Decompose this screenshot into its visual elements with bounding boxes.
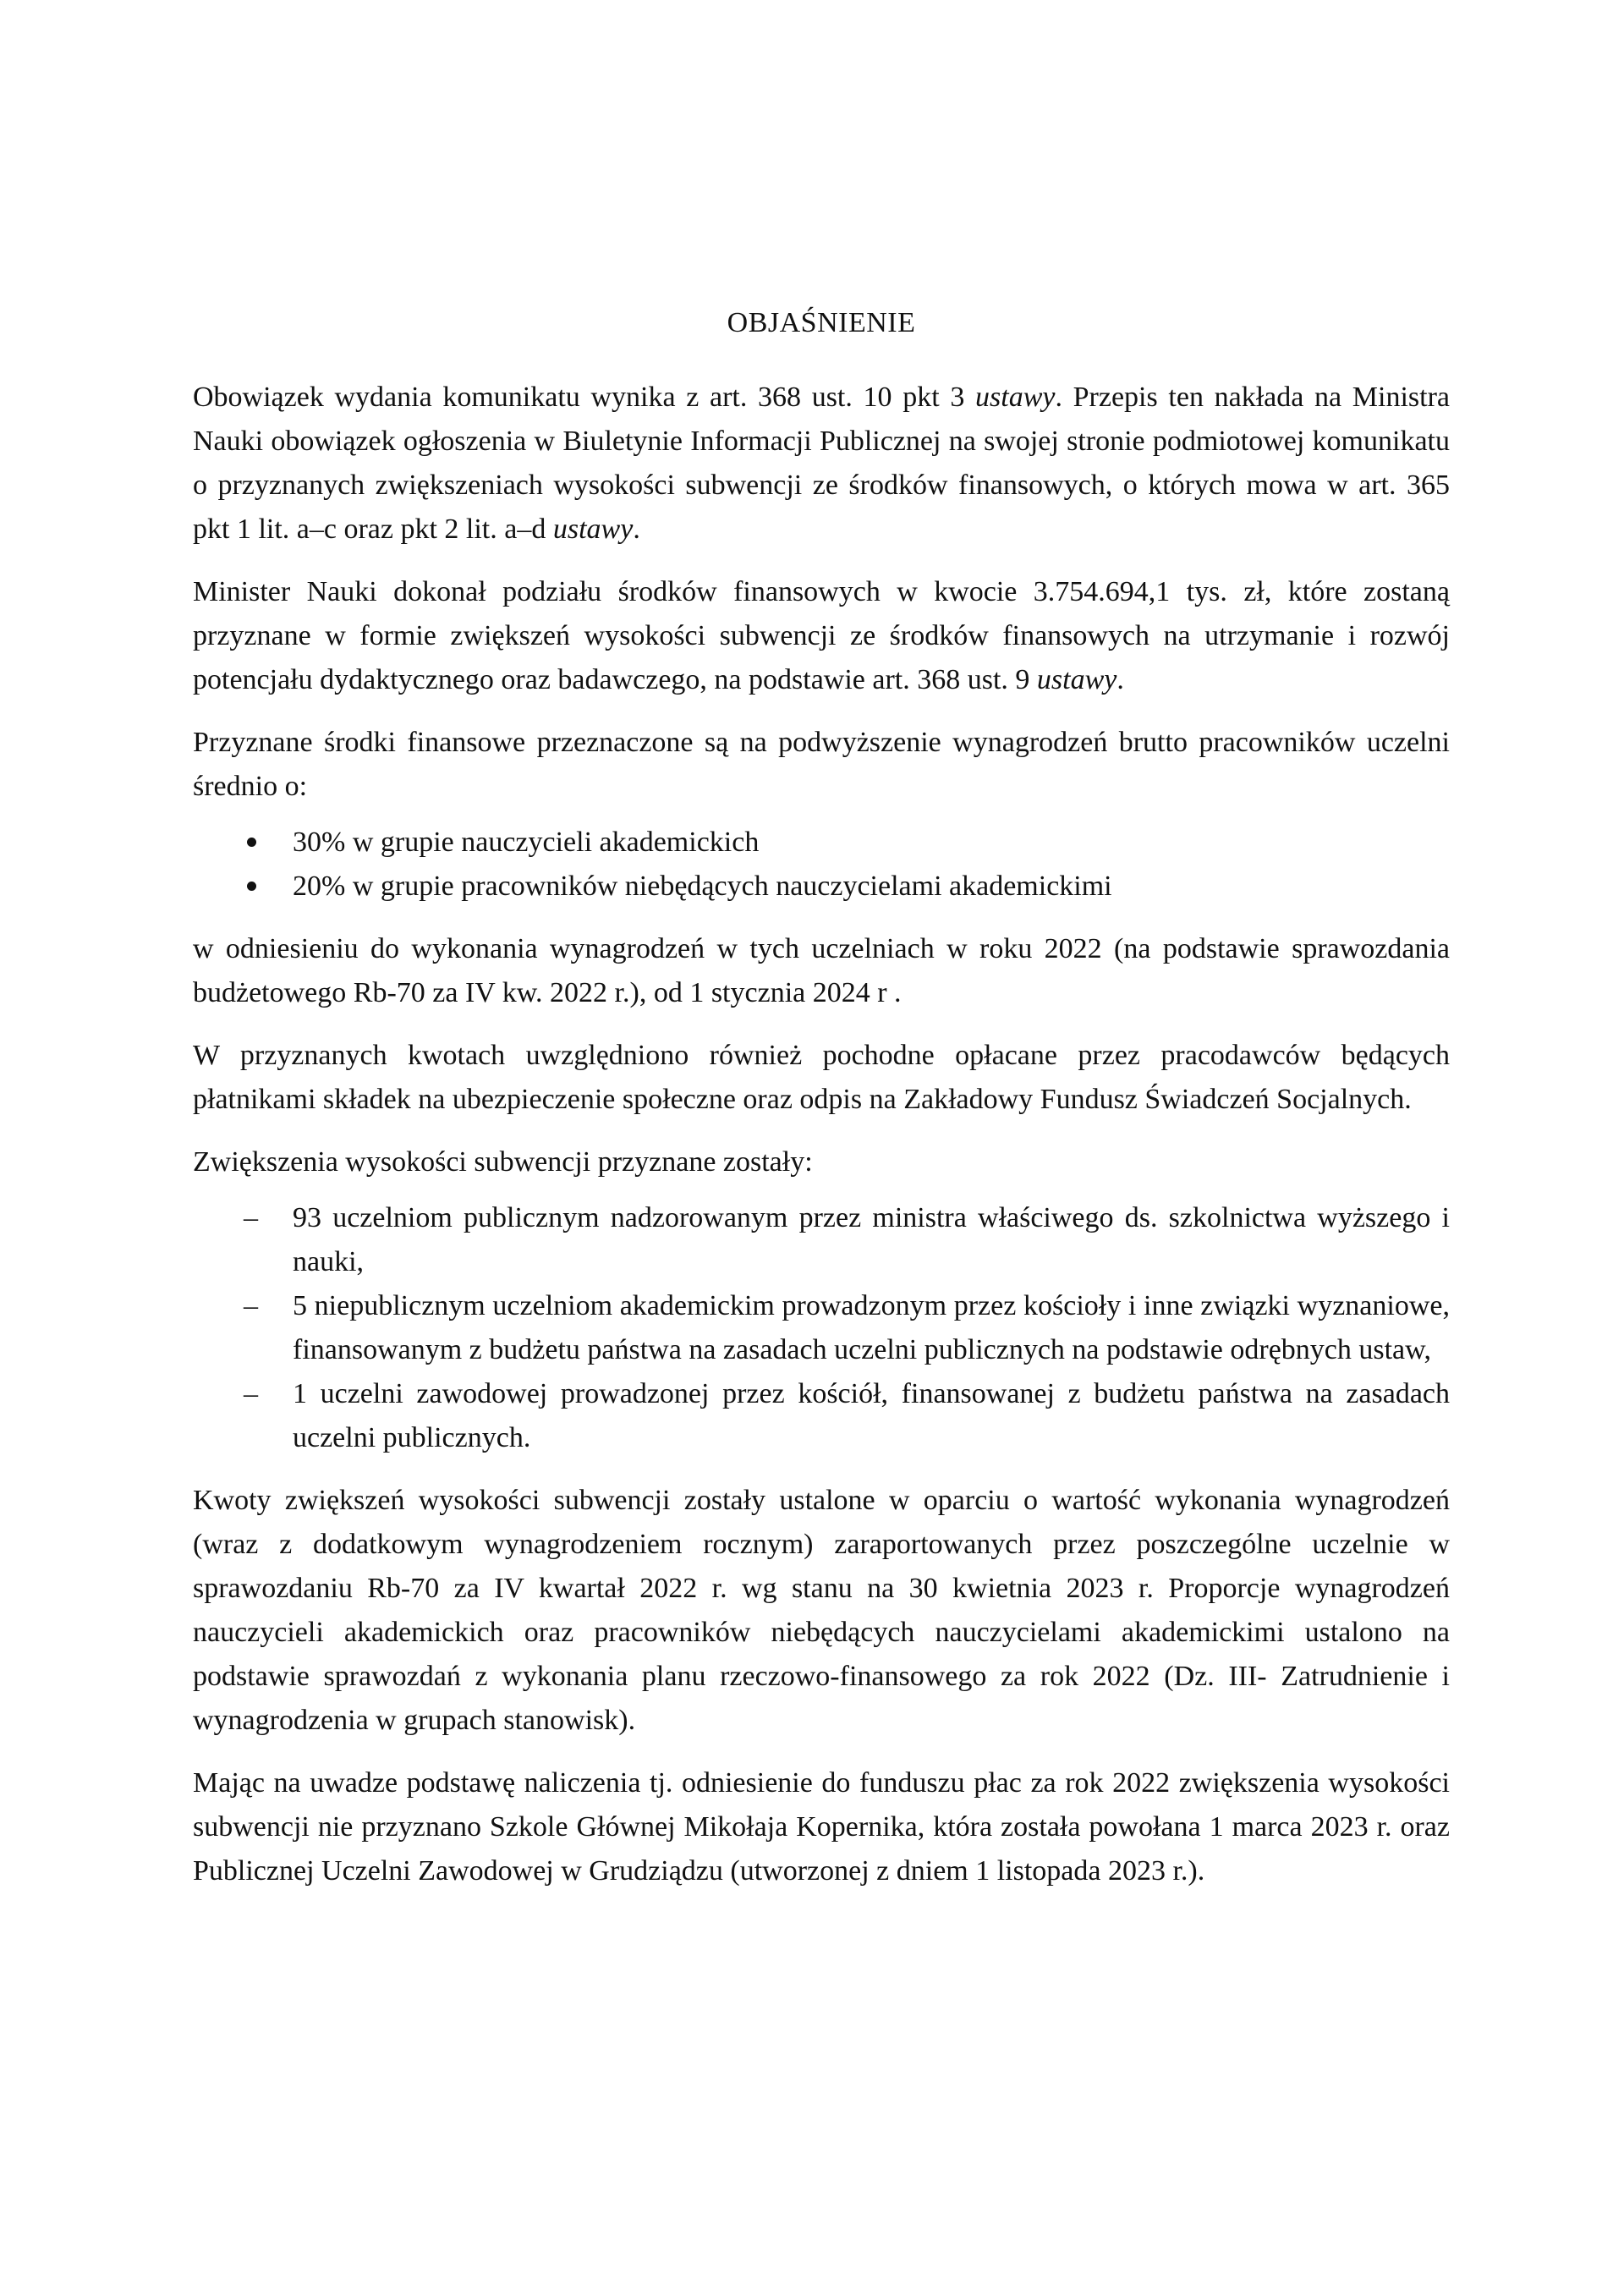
paragraph-funds-amount: [193, 570, 1450, 702]
italic-ustawy: ustawy: [552, 514, 634, 545]
text-segment: .: [1116, 664, 1124, 695]
dash-icon: –: [244, 1290, 258, 1321]
paragraph-calculation-basis: Kwoty zwiększeń wysokości subwencji zostały ustalone w oparciu o wartość wykonania wynagrodzeń (wraz z dodatkowym wynagrodzeniem rocznym) zaraportowanych przez poszczególne uczelnie w sprawozdaniu Rb-70 za IV kwartał 2022 r. wg stanu na 30 kwietnia 2023 r. Proporcje wynagrodzeń nauczycieli akademickich oraz pracowników niebędących nauczycielami akademickimi ustalono na podstawie sprawozdań z wykonania planu rzeczowo-finansowego za rok 2022 (Dz. III- Zatrudnienie i wynagrodzenia w grupach stanowisk).: [193, 1485, 1450, 1736]
dash-list: [193, 1196, 1450, 1460]
bullet-icon: [247, 882, 256, 891]
list-item-text: 30% w grupie nauczycieli akademickich: [293, 827, 760, 858]
list-item-text: 20% w grupie pracowników niebędących nauczycielami akademickimi: [293, 871, 1112, 902]
text-segment: Minister Nauki dokonał podziału środków finansowych w kwocie 3.754.694,1 tys. zł, które zostaną przyznane w formie zwiększeń wysokości subwencji ze środków finansowych na utrzymanie i rozwój potencjału dydaktycznego oraz badawczego, na podstawie art. 368 ust. 9: [193, 576, 1450, 695]
text-segment: Obowiązek wydania komunikatu wynika z art. 368 ust. 10 pkt 3: [193, 382, 976, 413]
italic-ustawy: ustawy: [1036, 664, 1117, 695]
bullet-icon: [247, 838, 256, 847]
text-segment: . Przepis ten nakłada na Ministra Nauki obowiązek ogłoszenia w Biuletynie Informacji Publicznej na swojej stronie podmiotowej komunikatu o przyznanych zwiększeniach wysokości subwencji ze środków finansowych, o których mowa w art. 365 pkt 1 lit. a–c oraz pkt 2 lit. a–d: [193, 382, 1450, 545]
paragraph-recipients-intro: Zwiększenia wysokości subwencji przyznane zostały:: [193, 1146, 813, 1178]
list-item-text: 1 uczelni zawodowej prowadzonej przez kościół, finansowanej z budżetu państwa na zasadach uczelni publicznych.: [293, 1378, 1450, 1453]
paragraph-reference-period: w odniesieniu do wykonania wynagrodzeń w tych uczelniach w roku 2022 (na podstawie sprawozdania budżetowego Rb-70 za IV kw. 2022 r.), od 1 stycznia 2024 r .: [193, 933, 1450, 1008]
list-item: [193, 1196, 1450, 1284]
paragraph-contributions: W przyznanych kwotach uwzględniono również pochodne opłacane przez pracodawców będących płatnikami składek na ubezpieczenie społeczne oraz odpis na Zakładowy Fundusz Świadczeń Socjalnych.: [193, 1040, 1450, 1115]
paragraph-salary-increase: Przyznane środki finansowe przeznaczone są na podwyższenie wynagrodzeń brutto pracowników uczelni średnio o:: [193, 727, 1450, 802]
dash-icon: –: [244, 1202, 258, 1233]
paragraph-legal-basis: [193, 376, 1450, 552]
document-page: [193, 301, 1450, 1912]
list-item: [193, 821, 1450, 865]
text-segment: .: [633, 514, 640, 545]
bullet-list: [193, 821, 1450, 909]
document-title: OBJAŚNIENIE: [727, 307, 916, 338]
list-item: [193, 865, 1450, 909]
dash-icon: –: [244, 1378, 258, 1409]
italic-ustawy: ustawy: [975, 382, 1056, 413]
list-item-text: 93 uczelniom publicznym nadzorowanym przez ministra właściwego ds. szkolnictwa wyższego i nauki,: [293, 1202, 1450, 1277]
list-item-text: 5 niepublicznym uczelniom akademickim prowadzonym przez kościoły i inne związki wyznaniowe, finansowanym z budżetu państwa na zasadach uczelni publicznych na podstawie odrębnych ustaw,: [293, 1290, 1450, 1365]
list-item: [193, 1372, 1450, 1460]
list-item: [193, 1284, 1450, 1372]
paragraph-exclusions: Mając na uwadze podstawę naliczenia tj. odniesienie do funduszu płac za rok 2022 zwiększenia wysokości subwencji nie przyznano Szkole Głównej Mikołaja Kopernika, która została powołana 1 marca 2023 r. oraz Publicznej Uczelni Zawodowej w Grudziądzu (utworzonej z dniem 1 listopada 2023 r.).: [193, 1767, 1450, 1887]
